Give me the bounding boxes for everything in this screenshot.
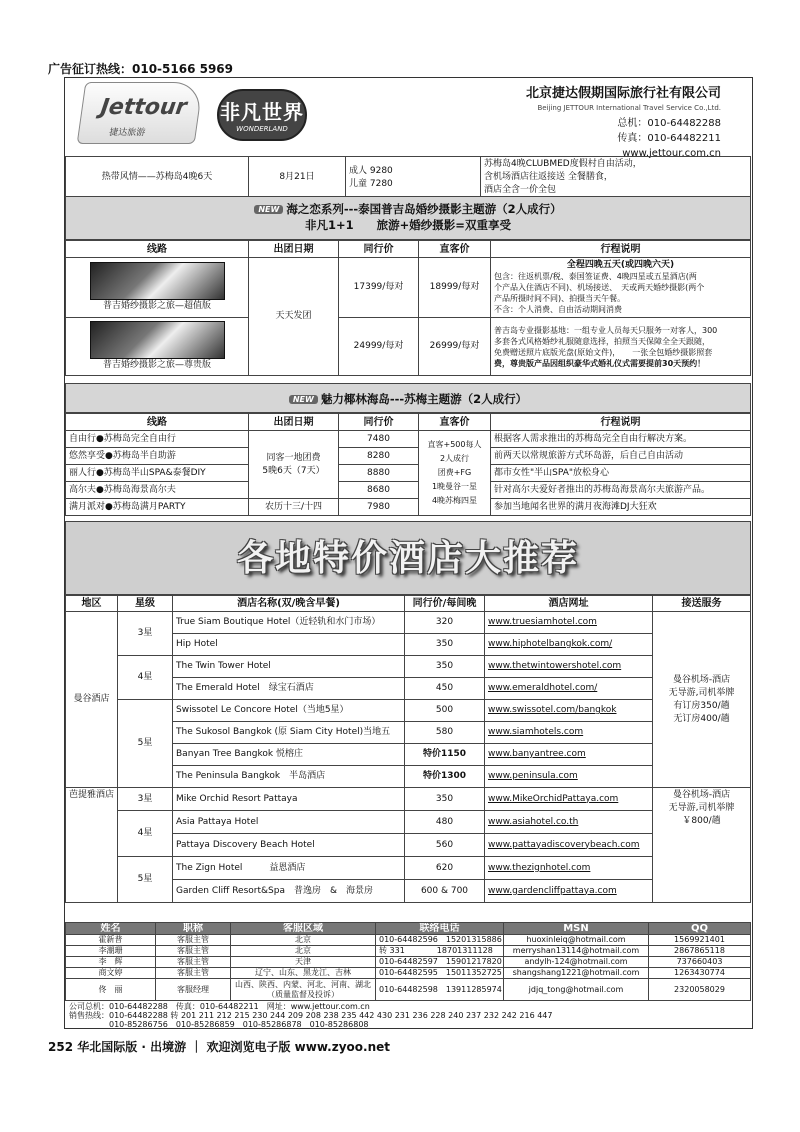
- table-row: 佟 丽 客服经理 山西、陕西、内蒙、河北、河南、湖北（质量监督及投诉） 010-64482598 13911285974 jdjq_tong@hotmail.com 2320058029: [66, 979, 751, 1001]
- region-bangkok: 曼谷酒店: [66, 612, 118, 788]
- table-row: The Sukosol Bangkok (原 Siam City Hotel)当地五 580 www.siamhotels.com: [66, 722, 751, 744]
- hotel-link[interactable]: www.pattayadiscoverybeach.com: [485, 834, 653, 857]
- date-group-cell: 同客一地团费 5晚6天（7天）: [249, 431, 339, 499]
- company-phone: 总机：010-64482288: [617, 118, 721, 129]
- top-tour-table: [65, 156, 751, 199]
- wedding-section-title: 海之恋系列---泰国普吉岛婚纱摄影主题游（2人成行）: [286, 202, 562, 216]
- table-row: 曼谷酒店 3星 True Siam Boutique Hotel（近轻轨和水门市场） 320 www.truesiamhotel.com 曼谷机场-酒店 无导游,司机举牌 有订房350/趟 无订房400/趟: [66, 612, 751, 634]
- wedding-photo: [90, 321, 225, 359]
- table-row: 满月派对●苏梅岛满月PARTY 农历十三/十四 7980 参加当地闻名世界的满月夜海滩DJ大狂欢: [66, 499, 751, 516]
- col-date: 出团日期: [249, 414, 339, 431]
- hotel-link[interactable]: www.MikeOrchidPattaya.com: [485, 788, 653, 811]
- transfer-bangkok: 曼谷机场-酒店 无导游,司机举牌 有订房350/趟 无订房400/趟: [653, 612, 751, 788]
- hotel-link[interactable]: www.emeraldhotel.com/: [485, 678, 653, 700]
- hotel-table: [65, 595, 751, 903]
- wedding-section-subtitle: 非凡1+1 旅游+婚纱摄影=双重享受: [305, 218, 511, 232]
- table-row: 5星 Swissotel Le Concore Hotel（当地5星） 500 www.swissotel.com/bangkok: [66, 700, 751, 722]
- ad-hotline: 广告征订热线：010-5166 5969: [48, 62, 234, 76]
- col-desc: 行程说明: [491, 414, 751, 431]
- table-row: [66, 258, 751, 318]
- hotel-link[interactable]: www.thetwintowershotel.com: [485, 656, 653, 678]
- koh-samui-table: [65, 413, 751, 516]
- col-transfer: 接送服务: [653, 596, 751, 612]
- col-hotel-name: 酒店名称(双/晚含早餐): [173, 596, 405, 612]
- top-tour-name: 热带风情——苏梅岛4晚6天: [66, 157, 249, 199]
- hotel-link[interactable]: www.asiahotel.co.th: [485, 811, 653, 834]
- wedding-table: [65, 240, 751, 376]
- hotel-link[interactable]: www.peninsula.com: [485, 766, 653, 788]
- desc-cell: 全程四晚五天(或四晚六天) 包含：往返机票/税、泰国签证费、4晚四星或五星酒店(两 个产品入住酒店不同)、机场接送、 天或两天婚纱摄影(两个 产品所摄时间不同)、拍摄当天午餐。 不含：个人消费、自由活动期间消费: [491, 258, 751, 318]
- new-badge: NEW: [254, 205, 283, 214]
- wedding-section-band: [65, 196, 751, 240]
- table-row: 商文婷 客服主管 辽宁、山东、黑龙江、吉林 010-64482595 15011352725 shangshang1221@hotmail.com 1263430774: [66, 968, 751, 979]
- col-peer-price: 同行价: [339, 414, 419, 431]
- hotel-link[interactable]: www.banyantree.com: [485, 744, 653, 766]
- hotel-link[interactable]: www.hiphotelbangkok.com/: [485, 634, 653, 656]
- wonderland-logo: 非凡世界 WONDERLAND: [217, 89, 307, 141]
- col-star: 星级: [118, 596, 173, 612]
- col-desc: 行程说明: [491, 241, 751, 258]
- hotel-link[interactable]: www.thezignhotel.com: [485, 857, 653, 880]
- col-route: 线路: [66, 241, 249, 258]
- table-row: 李 辉 客服主管 天津 010-64482597 15901217820 andylh-124@hotmail.com 737660403: [66, 957, 751, 968]
- desc-cell: 普吉岛专业摄影基地：一组专业人员每天只服务一对客人，300 多套各式风格婚纱礼服随意选择，拍照当天保障全全天跟随， 免费赠送照片底版光盘(原始文件)， 一张全包婚纱摄影照套 费，尊贵版产品因组织豪华式婚礼仪式需要提前30天预约！: [491, 318, 751, 376]
- wedding-photo: [90, 262, 225, 300]
- table-row: 高尔夫●苏梅岛海景高尔夫 8680 针对高尔夫爱好者推出的苏梅岛海景高尔夫旅游产品。: [66, 482, 751, 499]
- top-tour-date: 8月21日: [249, 157, 346, 199]
- table-row: Banyan Tree Bangkok 悦榕庄 特价1150 www.banyantree.com: [66, 744, 751, 766]
- peer-price-cell: 17399/每对: [339, 258, 419, 318]
- direct-price-cell: 26999/每对: [419, 318, 491, 376]
- sales-footer: 公司总机：010-64482288 传真：010-64482211 网址：www.jettour.com.cn 销售热线：010-64482288 转 201 211 212 215 230 244 209 208 238 235 442 430 231 236 228 240 237 232 242 216 447 010-85286756 010-85286859 010-85286878 010-85286808: [69, 1002, 553, 1029]
- company-fax: 传真：010-64482211: [617, 133, 721, 144]
- page-frame: [64, 77, 753, 1029]
- new-badge: NEW: [289, 395, 318, 404]
- date-cell: 天天发团: [249, 258, 339, 376]
- table-row: The Emerald Hotel 绿宝石酒店 450 www.emeraldhotel.com/: [66, 678, 751, 700]
- table-row: Hip Hotel 350 www.hiphotelbangkok.com/: [66, 634, 751, 656]
- page-footer: 252 华北国际版 · 出境游 ｜ 欢迎浏览电子版 www.zyoo.net: [48, 1040, 390, 1054]
- col-hotel-price: 同行价/每间晚: [405, 596, 485, 612]
- peer-price-cell: 24999/每对: [339, 318, 419, 376]
- col-direct-price: 直客价: [419, 414, 491, 431]
- hotel-link[interactable]: www.siamhotels.com: [485, 722, 653, 744]
- hotel-link[interactable]: www.swissotel.com/bangkok: [485, 700, 653, 722]
- company-name-cn: 北京捷达假期国际旅行社有限公司: [525, 86, 721, 101]
- transfer-pattaya: 曼谷机场-酒店 无导游,司机举牌 ￥800/趟: [653, 788, 751, 903]
- col-date: 出团日期: [249, 241, 339, 258]
- direct-price-cell: 18999/每对: [419, 258, 491, 318]
- table-row: 4星 Asia Pattaya Hotel 480 www.asiahotel.co.th: [66, 811, 751, 834]
- top-tour-desc: 苏梅岛4晚CLUBMED度假村自由活动， 含机场酒店往返接送 全餐膳食， 酒店全含一价全包: [481, 157, 751, 199]
- company-info: [526, 86, 721, 161]
- company-name-en: Beijing JETTOUR International Travel Service Co.,Ltd.: [537, 104, 721, 112]
- company-web[interactable]: www.jettour.com.cn: [622, 148, 721, 159]
- table-row: The Peninsula Bangkok 半岛酒店 特价1300 www.peninsula.com: [66, 766, 751, 788]
- table-row: [66, 318, 751, 376]
- table-row: 霍新普 客服主管 北京 010-64482596 15201315886 huoxinleiq@hotmail.com 1569921401: [66, 935, 751, 946]
- hotel-link[interactable]: www.truesiamhotel.com: [485, 612, 653, 634]
- jettour-logo: Jettour 捷达旅游: [77, 82, 204, 144]
- table-row: Pattaya Discovery Beach Hotel 560 www.pattayadiscoverybeach.com: [66, 834, 751, 857]
- hotel-link[interactable]: www.gardencliffpattaya.com: [485, 880, 653, 903]
- table-row: 丽人行●苏梅岛半山SPA&泰餐DIY 8880 都市女性"半山SPA"放松身心: [66, 465, 751, 482]
- route-cell: 普吉婚纱摄影之旅—尊贵版: [66, 318, 249, 376]
- col-direct-price: 直客价: [419, 241, 491, 258]
- contacts-table: 姓名 职称 客服区域 联络电话 MSN QQ 霍新普 客服主管 北京 010-64482596 15201315886 huoxinleiq@hotmail.com 1569921401 李潮珊 客服主管 北京 转 331 18701311128 merryshan13114@hotmail.com 2867865118 李 辉 客服主管 天津 010-64482597 15901217820 andylh-124@hotmail.com 737660403 商文婷 客服主管 辽宁、山东、黑龙江、吉林 010-64482595 15011352725 shangshang1221@hotmail.com 1263430774 佟 丽 客服经理 山西、陕西、内蒙、河北、河南、湖北（质量监督及投诉） 010-64482598 13911285974 jdjq_tong@hotmail.com 2320058029: [65, 922, 751, 1001]
- direct-group-cell: 直客+500每人 2人成行 团费+FG 1晚曼谷一星 4晚苏梅四星: [419, 431, 491, 516]
- col-route: 线路: [66, 414, 249, 431]
- table-row: 悠然享受●苏梅岛半自助游 8280 前两天以常规旅游方式环岛游，后自己自由活动: [66, 448, 751, 465]
- table-row: 自由行●苏梅岛完全自由行 同客一地团费 5晚6天（7天） 7480 直客+500每人 2人成行 团费+FG 1晚曼谷一星 4晚苏梅四星 根据客人需求推出的苏梅岛完全自由行解决方案。: [66, 431, 751, 448]
- table-row: 5星 The Zign Hotel 益恩酒店 620 www.thezignhotel.com: [66, 857, 751, 880]
- table-row: Garden Cliff Resort&Spa 普逸房 & 海景房 600 & 700 www.gardencliffpattaya.com: [66, 880, 751, 903]
- table-row: 4星 The Twin Tower Hotel 350 www.thetwintowershotel.com: [66, 656, 751, 678]
- koh-samui-title: 魅力椰林海岛---苏梅主题游（2人成行）: [320, 392, 528, 406]
- hotel-banner: 各地特价酒店大推荐: [65, 521, 751, 595]
- col-hotel-url: 酒店网址: [485, 596, 653, 612]
- header: [65, 78, 751, 159]
- koh-samui-band: [65, 383, 751, 413]
- table-row: 芭提雅酒店 3星 Mike Orchid Resort Pattaya 350 www.MikeOrchidPattaya.com 曼谷机场-酒店 无导游,司机举牌 ￥800/趟: [66, 788, 751, 811]
- col-peer-price: 同行价: [339, 241, 419, 258]
- col-region: 地区: [66, 596, 118, 612]
- region-pattaya: 芭提雅酒店: [66, 788, 118, 903]
- table-row: 李潮珊 客服主管 北京 转 331 18701311128 merryshan13114@hotmail.com 2867865118: [66, 946, 751, 957]
- top-tour-price: 成人 9280 儿童 7280: [346, 157, 481, 199]
- route-cell: 普吉婚纱摄影之旅—超值版: [66, 258, 249, 318]
